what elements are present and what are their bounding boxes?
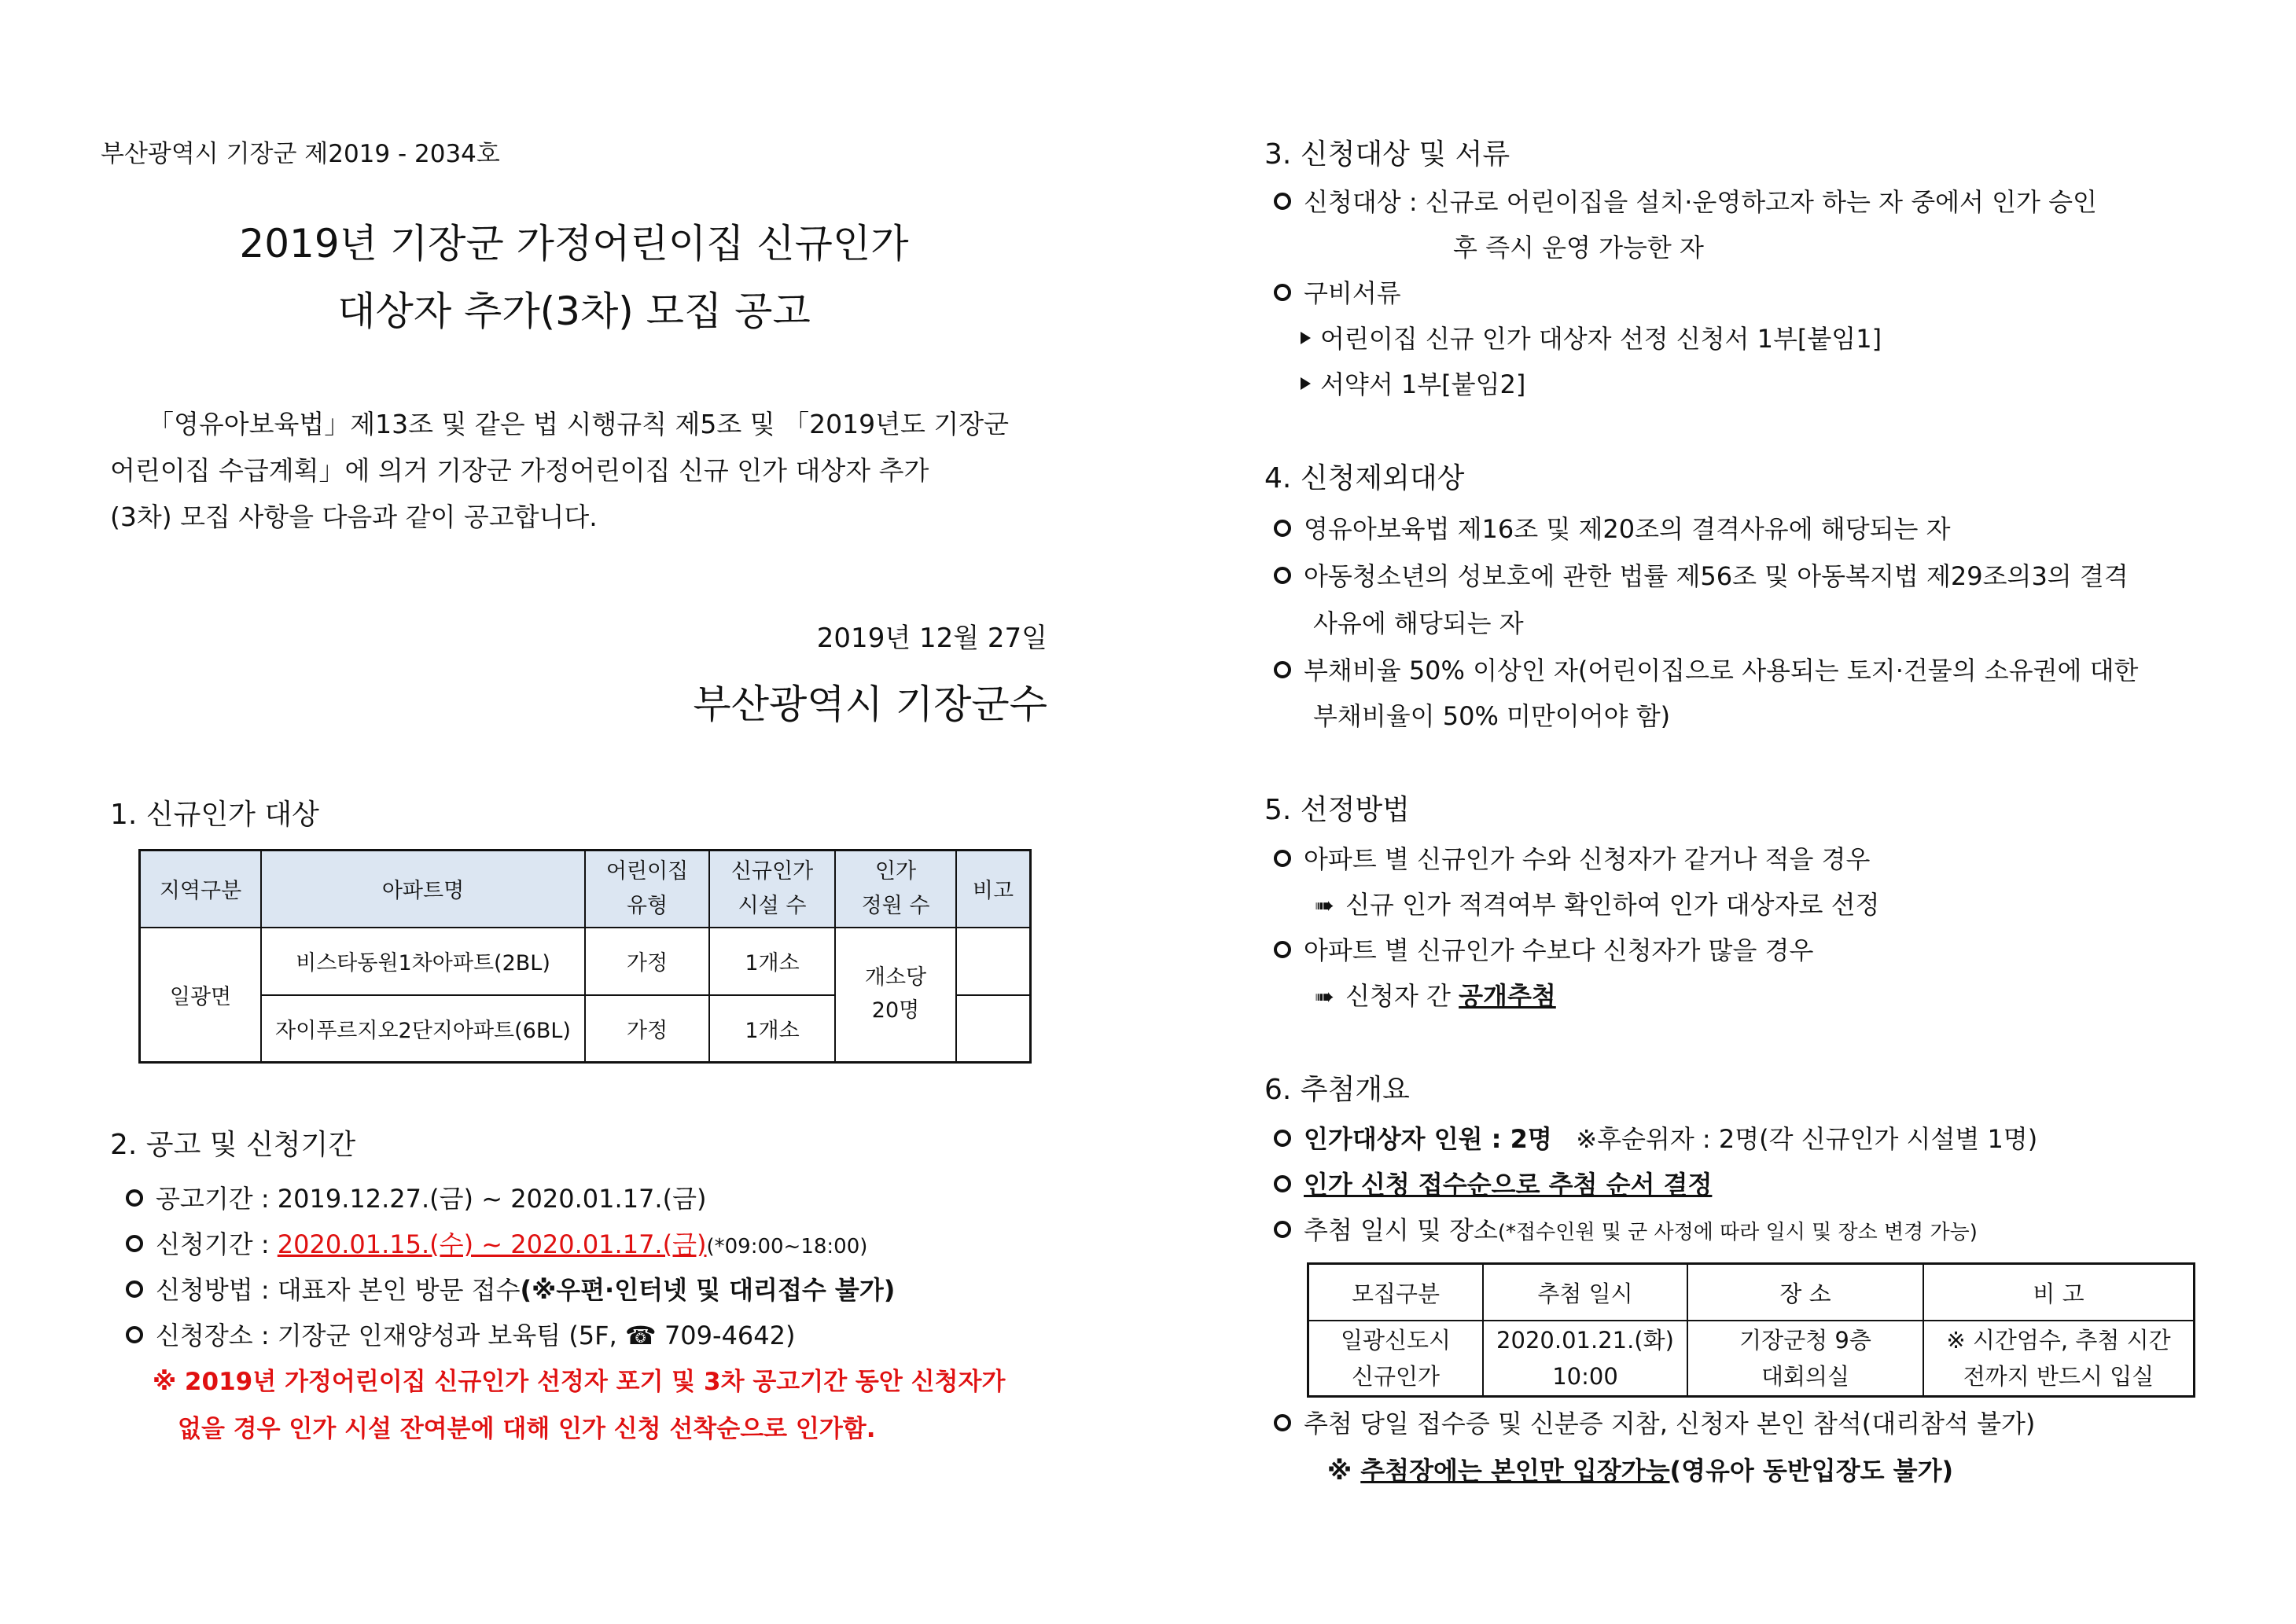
double-arrow-icon: ➠ xyxy=(1315,892,1335,920)
hollow-circle-icon xyxy=(1274,284,1291,301)
table-row xyxy=(1308,1321,2195,1397)
section-5-title: 5. 선정방법 xyxy=(1264,794,1410,826)
exclusion-3: 부채비율 50% 이상인 자(어린이집으로 사용되는 토지·건물의 소유권에 대한 xyxy=(1274,651,2138,687)
section-6-title: 6. 추첨개요 xyxy=(1264,1074,1410,1106)
exclusion-2-cont: 사유에 해당되는 자 xyxy=(1313,608,1524,638)
selection-2: 아파트 별 신규인가 수보다 신청자가 많을 경우 xyxy=(1274,931,1813,967)
capacity-cell: 개소당 20명 xyxy=(835,928,956,1063)
selection-1-sub: ➠ 신규 인가 적격여부 확인하여 인가 대상자로 선정 xyxy=(1315,890,1880,920)
triangle-right-icon xyxy=(1301,377,1311,390)
section-4-title: 4. 신청제외대상 xyxy=(1264,462,1465,494)
type-cell: 가정 xyxy=(585,995,709,1063)
hollow-circle-icon xyxy=(1274,661,1291,678)
table-header: 아파트명 xyxy=(261,851,585,928)
double-arrow-icon: ➠ xyxy=(1315,983,1335,1011)
selection-1: 아파트 별 신규인가 수와 신청자가 같거나 적을 경우 xyxy=(1274,840,1870,876)
type-cell: 가정 xyxy=(585,928,709,995)
hollow-circle-icon xyxy=(1274,850,1291,867)
count-cell: 1개소 xyxy=(709,995,835,1063)
count-cell: 1개소 xyxy=(709,928,835,995)
target-line1: 신청대상 : 신규로 어린이집을 설치·운영하고자 하는 자 중에서 인가 승인 xyxy=(1274,182,2097,219)
draw-order: 인가 신청 접수순으로 추첨 순서 결정 xyxy=(1274,1165,1712,1201)
apply-dates: 2020.01.15.(수) ~ 2020.01.17.(금) xyxy=(277,1229,707,1259)
warning-line1: ※ 2019년 가정어린이집 신규인가 선정자 포기 및 3차 공고기간 동안 신청자가 xyxy=(153,1368,1006,1396)
doc-item-1: 어린이집 신규 인가 대상자 선정 신청서 1부[붙임1] xyxy=(1301,319,1882,355)
table-header: 모집구분 xyxy=(1308,1264,1484,1321)
table-cell: 2020.01.21.(화) 10:00 xyxy=(1483,1321,1687,1397)
draw-time-place: 추첨 일시 및 장소(*접수인원 및 군 사정에 따라 일시 및 장소 변경 가능) xyxy=(1274,1211,1978,1247)
table-cell: 기장군청 9층 대회의실 xyxy=(1687,1321,1923,1397)
hollow-circle-icon xyxy=(1274,193,1291,210)
note-cell xyxy=(956,995,1031,1063)
hollow-circle-icon xyxy=(126,1280,143,1298)
selection-2-sub: ➠ 신청자 간 공개추첨 xyxy=(1315,981,1556,1011)
docs-label: 구비서류 xyxy=(1274,274,1401,310)
table-header: 비고 xyxy=(956,851,1031,928)
doc-item-2: 서약서 1부[붙임2] xyxy=(1301,365,1525,401)
draw-table xyxy=(1307,1262,2195,1398)
apt-cell: 자이푸르지오2단지아파트(6BL) xyxy=(261,995,585,1063)
target-line2: 후 즉시 운영 가능한 자 xyxy=(1453,233,1704,263)
notice-date: 2019년 12월 27일 xyxy=(816,623,1047,654)
hollow-circle-icon xyxy=(1274,941,1291,958)
table-header: 비 고 xyxy=(1923,1264,2195,1321)
issuer: 부산광역시 기장군수 xyxy=(693,682,1047,727)
table-cell: 일광신도시 신규인가 xyxy=(1308,1321,1484,1397)
draw-attendance: 추첨 당일 접수증 및 신분증 지참, 신청자 본인 참석(대리참석 불가) xyxy=(1274,1404,2035,1440)
table-row xyxy=(140,928,1031,995)
intro-line: 「영유아보육법」제13조 및 같은 법 시행규칙 제5조 및 「2019년도 기장군 xyxy=(148,409,1009,439)
section-3-title: 3. 신청대상 및 서류 xyxy=(1264,138,1510,171)
table-header: 인가 정원 수 xyxy=(835,851,956,928)
apply-period: 신청기간 : 2020.01.15.(수) ~ 2020.01.17.(금)(*09:00~18:00) xyxy=(126,1225,867,1261)
triangle-right-icon xyxy=(1301,332,1311,344)
section-2-title: 2. 공고 및 신청기간 xyxy=(110,1129,356,1161)
hollow-circle-icon xyxy=(1274,1175,1291,1192)
intro-paragraph xyxy=(110,401,1054,540)
apt-cell: 비스타동원1차아파트(2BL) xyxy=(261,928,585,995)
region-cell: 일광면 xyxy=(140,928,262,1063)
draw-count: 인가대상자 인원 : 2명 ※후순위자 : 2명(각 신규인가 시설별 1명) xyxy=(1274,1119,2037,1156)
section-1-title: 1. 신규인가 대상 xyxy=(110,799,319,831)
hollow-circle-icon xyxy=(1274,567,1291,584)
hollow-circle-icon xyxy=(1274,520,1291,537)
exclusion-1: 영유아보육법 제16조 및 제20조의 결격사유에 해당되는 자 xyxy=(1274,509,1951,546)
notice-title-line2: 대상자 추가(3차) 모집 공고 xyxy=(337,288,811,334)
hollow-circle-icon xyxy=(1274,1221,1291,1238)
intro-line: 어린이집 수급계획」에 의거 기장군 가정어린이집 신규 인가 대상자 추가 xyxy=(110,455,929,486)
table-cell: ※ 시간엄수, 추첨 시간 전까지 반드시 입실 xyxy=(1923,1321,2195,1397)
intro-line: (3차) 모집 사항을 다음과 같이 공고합니다. xyxy=(110,502,598,532)
table-header: 지역구분 xyxy=(140,851,262,928)
table-header: 신규인가 시설 수 xyxy=(709,851,835,928)
hollow-circle-icon xyxy=(1274,1414,1291,1431)
notice-period: 공고기간 : 2019.12.27.(금) ~ 2020.01.17.(금) xyxy=(126,1179,706,1215)
hollow-circle-icon xyxy=(126,1235,143,1252)
table-header: 추첨 일시 xyxy=(1483,1264,1687,1321)
table-header: 장 소 xyxy=(1687,1264,1923,1321)
table-header: 어린이집 유형 xyxy=(585,851,709,928)
target-table xyxy=(138,849,1032,1064)
notice-title-line1: 2019년 기장군 가정어린이집 신규인가 xyxy=(239,221,909,266)
exclusion-3-cont: 부채비율이 50% 미만이어야 함) xyxy=(1313,701,1671,731)
warning-line2: 없을 경우 인가 시설 잔여분에 대해 인가 신청 선착순으로 인가함. xyxy=(178,1415,876,1443)
document-number: 부산광역시 기장군 제2019 - 2034호 xyxy=(101,140,500,168)
exclusion-2: 아동청소년의 성보호에 관한 법률 제56조 및 아동복지법 제29조의3의 결격 xyxy=(1274,557,2129,593)
apply-place: 신청장소 : 기장군 인재양성과 보육팀 (5F, ☎ 709-4642) xyxy=(126,1316,796,1352)
apply-method: 신청방법 : 대표자 본인 방문 접수(※우편·인터넷 및 대리접수 불가) xyxy=(126,1270,895,1306)
note-cell xyxy=(956,928,1031,995)
hollow-circle-icon xyxy=(126,1326,143,1343)
draw-entry-notice: ※ 추첨장에는 본인만 입장가능(영유아 동반입장도 불가) xyxy=(1327,1456,1954,1486)
hollow-circle-icon xyxy=(126,1189,143,1207)
hollow-circle-icon xyxy=(1274,1130,1291,1147)
